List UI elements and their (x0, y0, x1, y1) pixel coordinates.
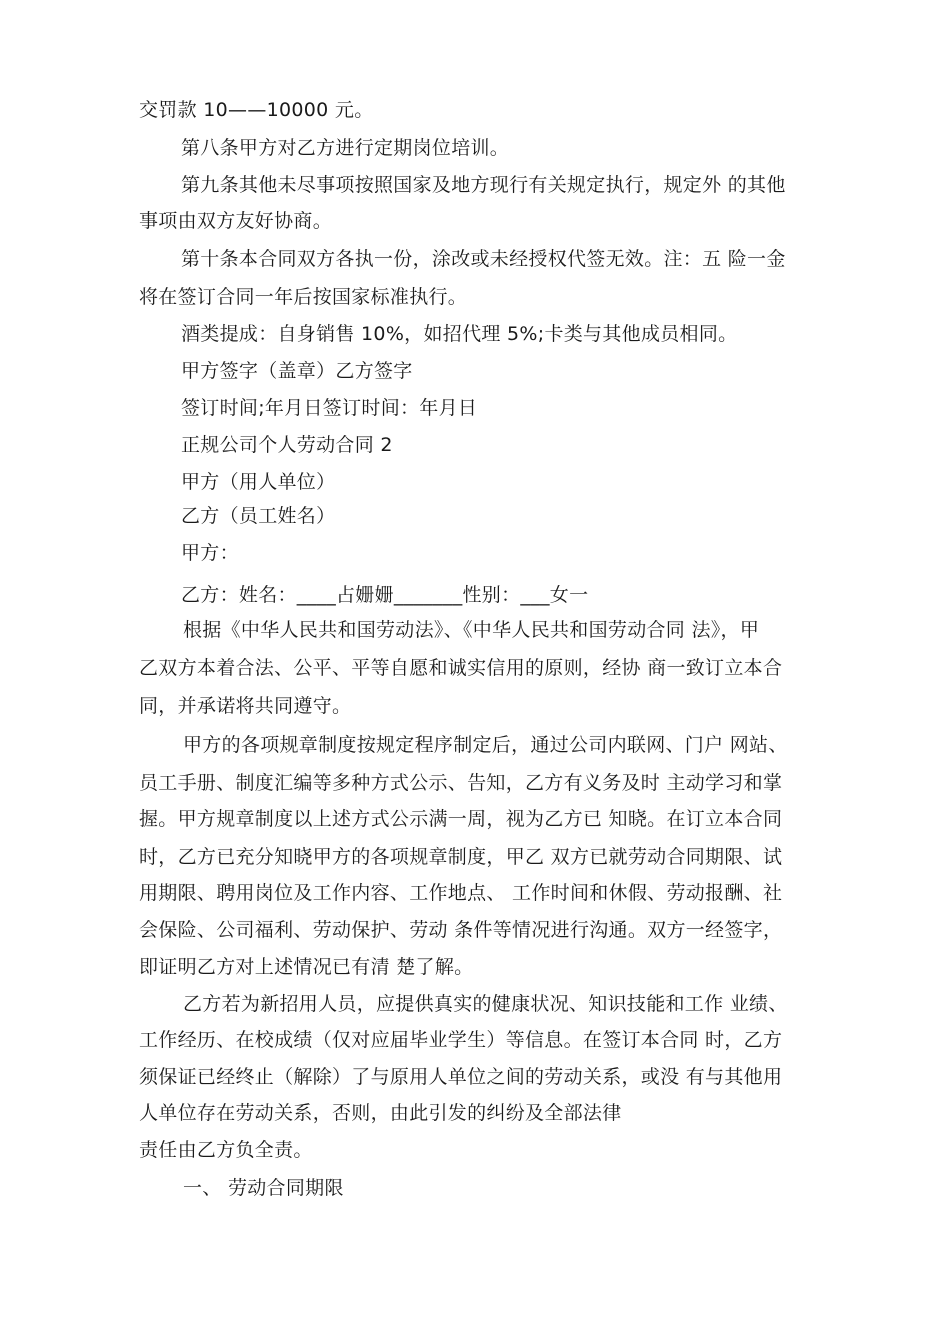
text-line: 即证明乙方对上述情况已有清 楚了解。 (139, 956, 474, 978)
text-line: 同，并承诺将共同遵守。 (139, 695, 352, 717)
text-line: 时，乙方已充分知晓甲方的各项规章制度，甲乙 双方已就劳动合同期限、试 (139, 846, 783, 868)
text-line: 握。甲方规章制度以上述方式公示满一周，视为乙方已 知晓。在订立本合同 (139, 808, 783, 830)
signature-line: 甲方签字（盖章）乙方签字 (181, 360, 413, 382)
text-line: 责任由乙方负全责。 (139, 1139, 313, 1161)
text-line: 员工手册、制度汇编等多种方式公示、告知，乙方有义务及时 主动学习和掌 (139, 772, 783, 794)
party-a-field: 甲方： (181, 542, 239, 564)
article-9: 第九条其他未尽事项按照国家及地方现行有关规定执行，规定外 的其他 (181, 174, 786, 196)
text-line: 将在签订合同一年后按国家标准执行。 (139, 286, 468, 308)
text-line: 须保证已经终止（解除）了与原用人单位之间的劳动关系，或没 有与其他用 (139, 1066, 783, 1088)
party-b-field: 乙方：姓名：____占姗姗_______性别：___女一 (181, 584, 589, 606)
new-hire-paragraph-line: 乙方若为新招用人员，应提供真实的健康状况、知识技能和工作 业绩、 (183, 993, 788, 1015)
rules-paragraph-line: 甲方的各项规章制度按规定程序制定后，通过公司内联网、门户 网站、 (183, 734, 788, 756)
article-8: 第八条甲方对乙方进行定期岗位培训。 (181, 137, 510, 159)
text-line: 事项由双方友好协商。 (139, 210, 333, 232)
text-line: 交罚款 10——10000 元。 (139, 99, 374, 121)
commission-note: 酒类提成：自身销售 10%，如招代理 5%;卡类与其他成员相同。 (181, 323, 738, 345)
party-b-label: 乙方（员工姓名） (181, 505, 336, 527)
article-10: 第十条本合同双方各执一份，涂改或未经授权代签无效。注：五 险一金 (181, 248, 786, 270)
preamble-line: 根据《中华人民共和国劳动法》、《中华人民共和国劳动合同 法》，甲 (183, 619, 760, 641)
text-line: 用期限、聘用岗位及工作内容、工作地点、 工作时间和休假、劳动报酬、社 (139, 882, 783, 904)
text-line: 会保险、公司福利、劳动保护、劳动 条件等情况进行沟通。双方一经签字， (139, 919, 783, 941)
text-line: 工作经历、在校成绩（仅对应届毕业学生）等信息。在签订本合同 时，乙方 (139, 1029, 783, 1051)
sign-date-line: 签订时间;年月日签订时间：年月日 (181, 397, 478, 419)
party-a-label: 甲方（用人单位） (181, 471, 336, 493)
text-line: 人单位存在劳动关系，否则，由此引发的纠纷及全部法律 (139, 1102, 622, 1124)
text-line: 乙双方本着合法、公平、平等自愿和诚实信用的原则，经协 商一致订立本合 (139, 657, 783, 679)
contract-title: 正规公司个人劳动合同 2 (181, 434, 393, 456)
section-heading: 一、 劳动合同期限 (183, 1177, 344, 1199)
